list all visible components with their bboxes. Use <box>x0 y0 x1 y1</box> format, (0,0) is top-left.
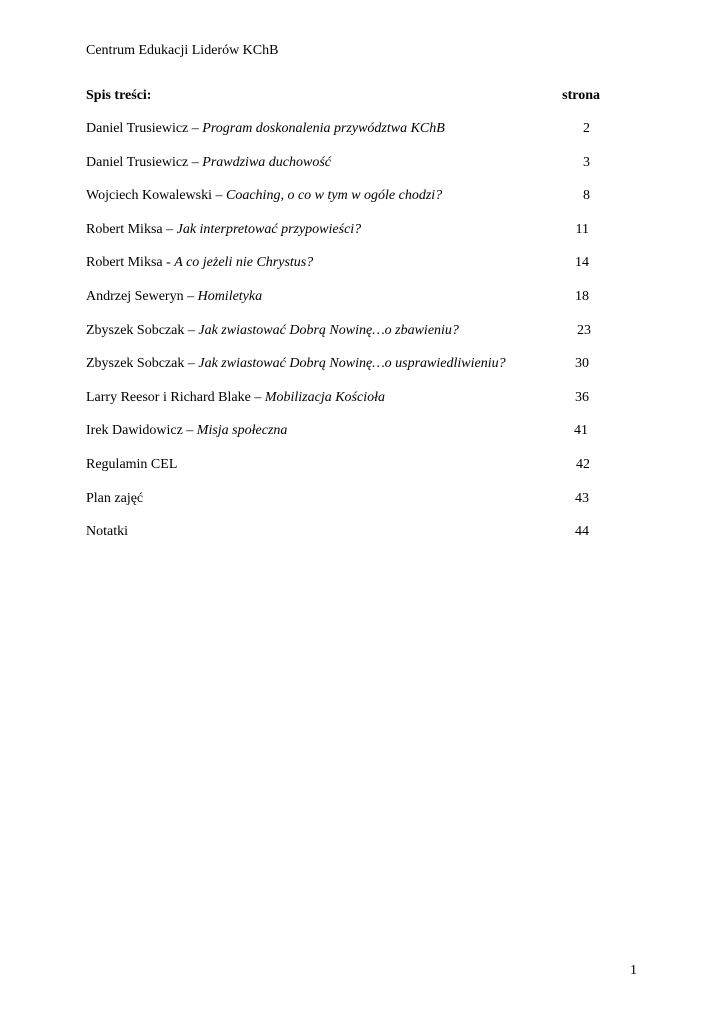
toc-entry-page: 36 <box>575 389 589 405</box>
toc-entry <box>86 523 606 557</box>
toc-entry-title: Jak zwiastować Dobrą Nowinę…o usprawiedliwieniu? <box>198 356 506 372</box>
toc-entry-page: 14 <box>575 255 589 271</box>
toc-entry-page: 30 <box>575 356 589 372</box>
toc-entry <box>86 187 606 221</box>
toc-entry <box>86 490 606 524</box>
toc-entry <box>86 254 606 288</box>
toc-entry-page: 41 <box>574 423 588 439</box>
toc-entry-author: Robert Miksa <box>86 255 163 271</box>
toc-entry-title: Misja społeczna <box>196 423 288 439</box>
toc-entry-author: Daniel Trusiewicz <box>86 121 189 136</box>
toc-entry-separator: – <box>162 221 177 237</box>
toc-entry-author: Zbyszek Sobczak <box>86 356 185 372</box>
toc-entry-title: A co jeżeli nie Chrystus? <box>174 255 314 271</box>
toc-entry-title: Coaching, o co w tym w ogóle chodzi? <box>226 188 443 204</box>
toc-entry-separator: – <box>212 188 226 204</box>
page-column-heading: strona <box>562 88 600 103</box>
toc-entry <box>86 120 606 154</box>
toc-entry <box>86 422 606 456</box>
toc-entry-page: 3 <box>583 154 590 170</box>
toc-entry-author: Larry Reesor i Richard Blake <box>86 389 251 405</box>
toc-entry-separator: - <box>162 255 175 271</box>
toc-entry-separator: – <box>182 423 197 439</box>
toc-list <box>86 120 606 557</box>
toc-entry-separator: – <box>188 121 203 136</box>
toc-entry <box>86 456 606 490</box>
page-number: 1 <box>630 963 637 978</box>
toc-heading: Spis treści: <box>86 88 152 103</box>
toc-entry-author: Daniel Trusiewicz <box>86 154 189 170</box>
toc-entry <box>86 288 606 322</box>
toc-entry-author: Wojciech Kowalewski <box>86 188 212 204</box>
toc-entry-page: 8 <box>583 188 590 204</box>
toc-entry-title: Prawdziwa duchowość <box>202 154 331 170</box>
toc-entry-page: 18 <box>575 288 589 304</box>
toc-entry-page: 11 <box>575 221 589 237</box>
toc-entry-page: 2 <box>583 121 590 136</box>
toc-entry-title: Homiletyka <box>197 288 263 304</box>
toc-entry-page: 42 <box>576 456 590 472</box>
toc-entry-title: Program doskonalenia przywództwa KChB <box>202 121 445 136</box>
toc-entry <box>86 154 606 188</box>
toc-entry-page: 44 <box>575 524 589 540</box>
toc-entry-title: Jak zwiastować Dobrą Nowinę…o zbawieniu? <box>198 322 459 338</box>
toc-entry-title: Jak interpretować przypowieści? <box>176 221 362 237</box>
toc-entry-label: Regulamin CEL <box>86 456 178 472</box>
toc-entry-author: Zbyszek Sobczak <box>86 322 185 338</box>
toc-entry-author: Robert Miksa <box>86 221 163 237</box>
toc-entry-label: Plan zajęć <box>86 490 144 506</box>
toc-entry-separator: – <box>184 322 199 338</box>
toc-entry-separator: – <box>188 154 203 170</box>
toc-entry-separator: – <box>183 288 198 304</box>
toc-entry-title: Mobilizacja Kościoła <box>264 389 385 405</box>
toc-entry-label: Notatki <box>86 524 128 540</box>
toc-entry-separator: – <box>250 389 265 405</box>
toc-entry-page: 23 <box>577 322 591 338</box>
page-header: Centrum Edukacji Liderów KChB <box>86 43 279 58</box>
toc-entry-author: Andrzej Seweryn <box>86 288 184 304</box>
toc-entry-page: 43 <box>575 490 589 506</box>
toc-entry <box>86 221 606 255</box>
toc-entry <box>86 389 606 423</box>
toc-entry <box>86 322 606 356</box>
toc-entry <box>86 355 606 389</box>
toc-entry-author: Irek Dawidowicz <box>86 423 183 439</box>
toc-entry-separator: – <box>184 356 199 372</box>
